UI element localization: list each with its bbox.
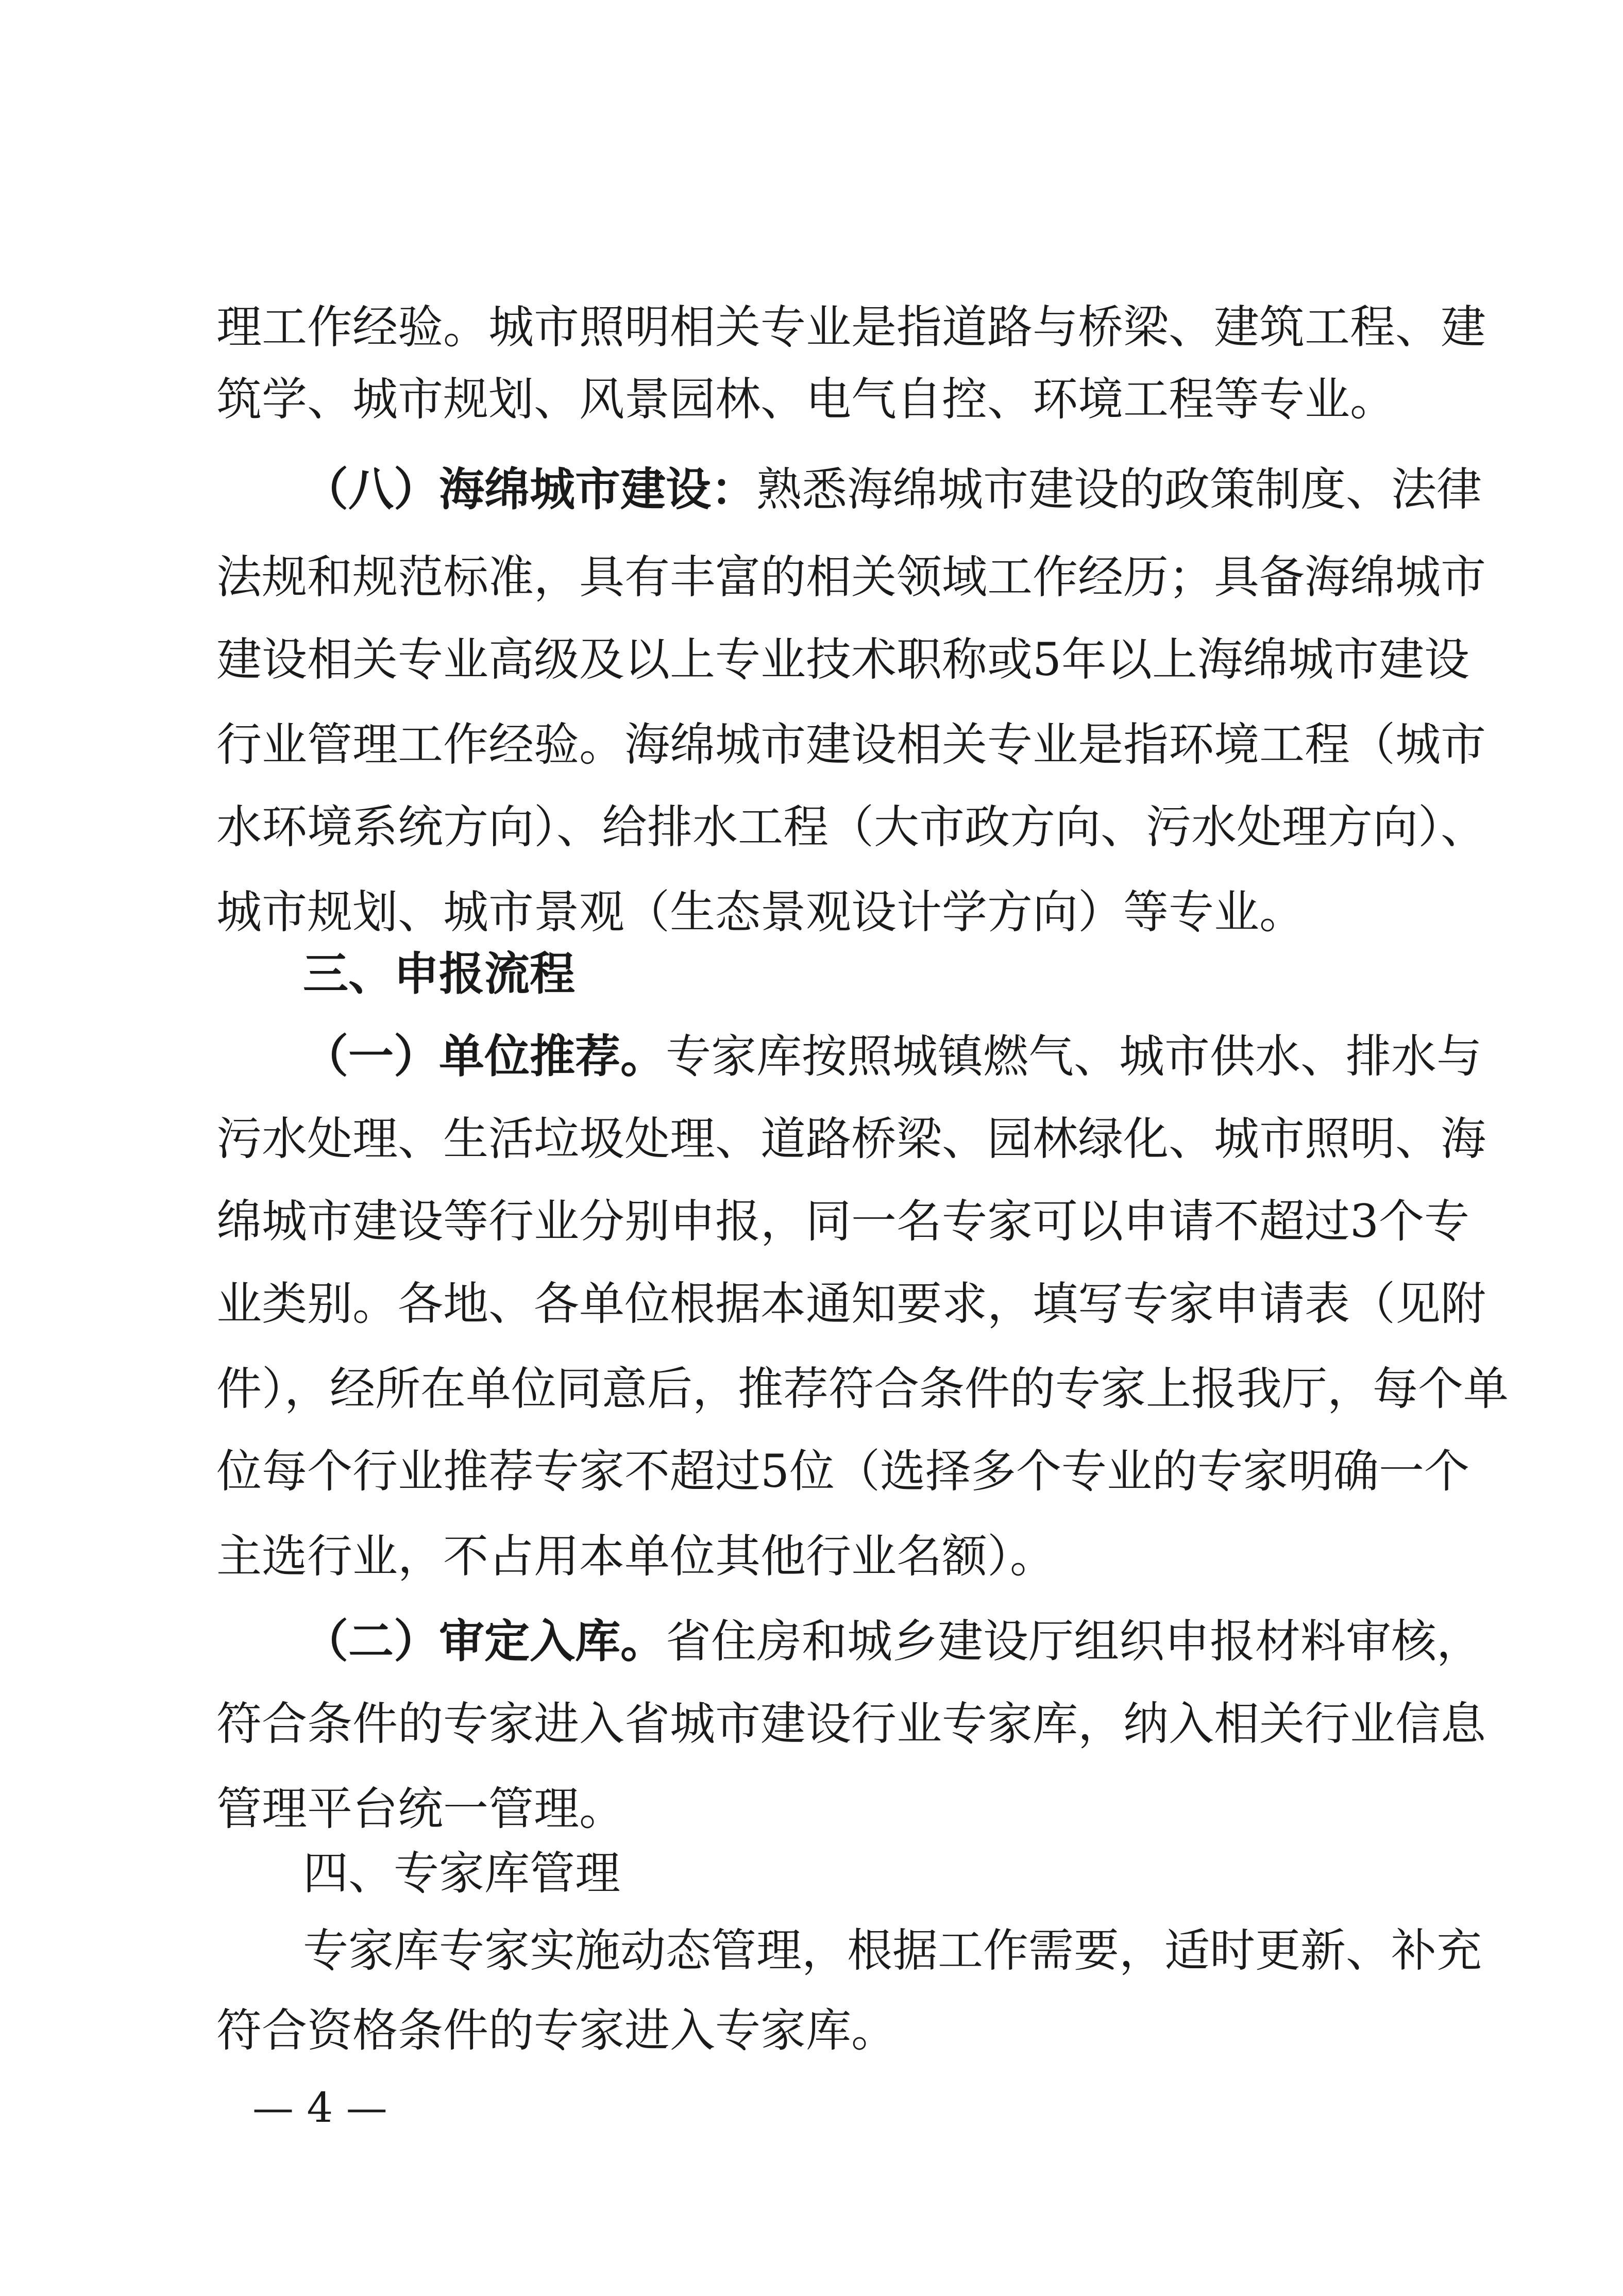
body-line: 建设相关专业高级及以上专业技术职称或5年以上海绵城市建设: [216, 633, 1469, 686]
body-line: 业类别。各地、各单位根据本通知要求，填写专家申请表（见附: [216, 1277, 1486, 1330]
section-heading: 四、专家库管理: [303, 1847, 621, 1900]
body-line: 主选行业，不占用本单位其他行业名额）。: [216, 1530, 1056, 1583]
body-line: 位每个行业推荐专家不超过5位（选择多个专业的专家明确一个: [216, 1445, 1469, 1498]
body-line: 熟悉海绵城市建设的政策制度、法律: [756, 463, 1482, 516]
section-heading: 三、申报流程: [303, 947, 576, 1000]
body-line: 绵城市建设等行业分别申报，同一名专家可以申请不超过3个专: [216, 1195, 1469, 1248]
body-line: 城市规划、城市景观（生态景观设计学方向）等专业。: [216, 885, 1305, 938]
section-item-8: [303, 454, 1482, 526]
body-line: 法规和规范标准，具有丰富的相关领域工作经历；具备海绵城市: [216, 550, 1486, 604]
body-line: 污水处理、生活垃圾处理、道路桥梁、园林绿化、城市照明、海: [216, 1112, 1486, 1165]
page-number: — 4 —: [252, 2084, 387, 2132]
body-line: 理工作经验。城市照明相关专业是指道路与桥梁、建筑工程、建: [216, 300, 1486, 354]
section-item-2: [303, 1605, 1482, 1678]
body-line: 符合条件的专家进入省城市建设行业专家库，纳入相关行业信息: [216, 1697, 1486, 1750]
section-item-2-lead: （二）审定入库。: [303, 1615, 666, 1668]
body-line: 符合资格条件的专家进入专家库。: [216, 2004, 897, 2057]
body-line: 筑学、城市规划、风景园林、电气自控、环境工程等专业。: [216, 373, 1396, 426]
body-line: 专家库专家实施动态管理，根据工作需要，适时更新、补充: [303, 1924, 1482, 1977]
body-line: 省住房和城乡建设厅组织申报材料审核，: [666, 1615, 1482, 1668]
body-line: 行业管理工作经验。海绵城市建设相关专业是指环境工程（城市: [216, 718, 1486, 771]
body-line: 件），经所在单位同意后，推荐符合条件的专家上报我厅，每个单: [216, 1362, 1509, 1415]
section-item-1-lead: （一）单位推荐。: [303, 1030, 666, 1083]
body-line: 管理平台统一管理。: [216, 1782, 625, 1835]
body-line: 水环境系统方向）、给排水工程（大市政方向、污水处理方向）、: [216, 800, 1486, 853]
body-line: 专家库按照城镇燃气、城市供水、排水与: [666, 1030, 1482, 1083]
section-item-1: [303, 1020, 1482, 1093]
section-item-8-lead: （八）海绵城市建设：: [303, 463, 757, 516]
